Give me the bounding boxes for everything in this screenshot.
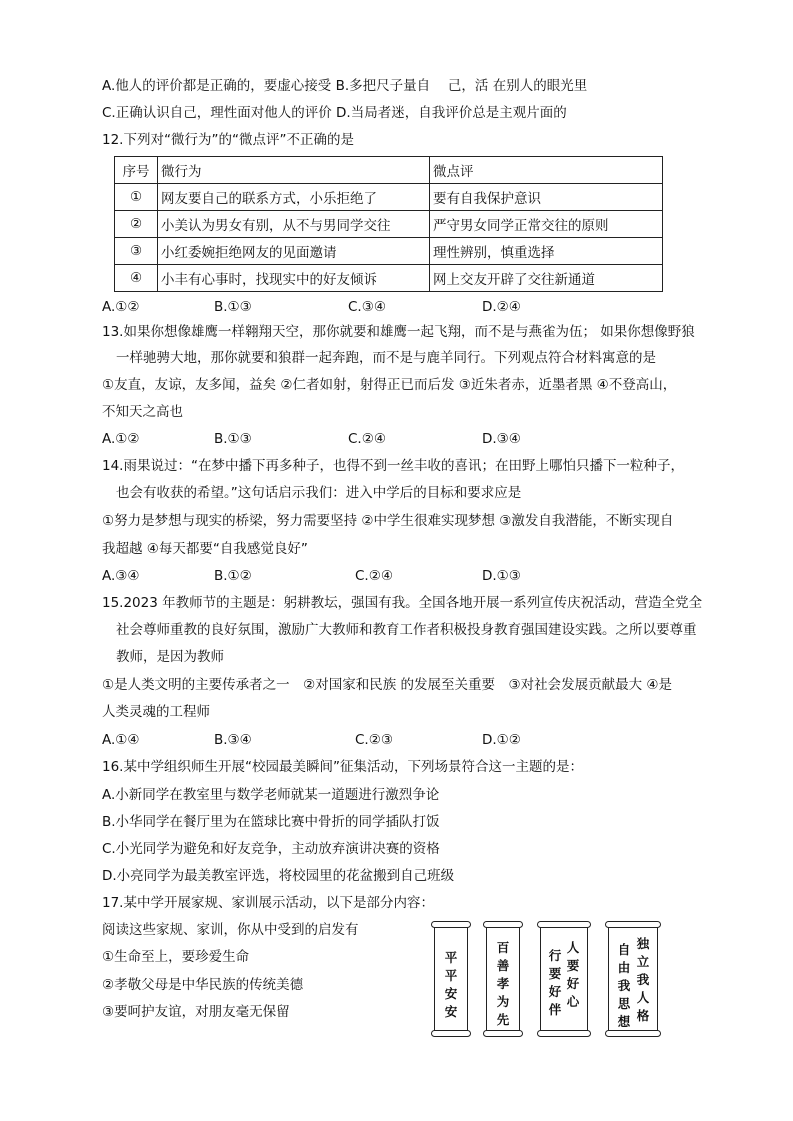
scroll-2-text: 百善孝为先 <box>496 940 510 1027</box>
option-b: B.③④ <box>214 732 252 748</box>
option-d: D.②④ <box>482 299 521 315</box>
q17-item-1: ①生命至上，要珍爱生命 <box>102 949 250 965</box>
scroll-4-right-text: 独立我人格 <box>636 936 650 1023</box>
table-row <box>115 211 663 238</box>
option-c: C.③④ <box>348 299 386 315</box>
scroll-4 <box>608 926 658 1032</box>
q16-option-c: C.小光同学为避免和好友竞争，主动放弃演讲决赛的资格 <box>102 841 440 857</box>
q11-options-ab: A.他人的评价都是正确的，要虚心接受 B.多把尺子量自 己，活 在别人的眼光里 <box>102 78 588 94</box>
option-d: D.③④ <box>482 431 521 447</box>
option-c: C.②④ <box>348 431 386 447</box>
table-cell: ① <box>115 184 158 211</box>
scroll-1-text: 平平安安 <box>444 950 458 1019</box>
scroll-3-right-text: 人要好心 <box>566 940 580 1009</box>
q17-stem: 17.某中学开展家规、家训展示活动，以下是部分内容： <box>102 895 434 911</box>
q12-stem: 12.下列对“微行为”的“微点评”不正确的是 <box>102 132 354 148</box>
table-cell: 网友要自己的联系方式，小乐拒绝了 <box>158 184 430 211</box>
table-row <box>115 265 663 292</box>
option-b: B.①② <box>214 568 252 584</box>
table-header-cell: 序号 <box>115 157 158 184</box>
q13-stem-line2: 一样驰骋大地，那你就要和狼群一起奔跑，而不是与鹿羊同行。下列观点符合材料寓意的是 <box>116 350 656 366</box>
q15-items-line2: 人类灵魂的工程师 <box>102 704 210 720</box>
q16-option-b: B.小华同学在餐厅里为在篮球比赛中骨折的同学插队打饭 <box>102 814 440 830</box>
option-d: D.①③ <box>482 568 521 584</box>
table-row <box>115 184 663 211</box>
q13-stem-line1: 13.如果你想像雄鹰一样翱翔天空，那你就要和雄鹰一起飞翔，而不是与燕雀为伍； 如果你想像野狼 <box>102 324 695 340</box>
q17-item-2: ②孝敬父母是中华民族的传统美德 <box>102 977 304 993</box>
option-c: C.②④ <box>355 568 393 584</box>
q14-stem-line2: 也会有收获的希望。”这句话启示我们：进入中学后的目标和要求应是 <box>116 485 522 501</box>
table-cell: ② <box>115 211 158 238</box>
option-a: A.①④ <box>102 732 140 748</box>
option-a: A.③④ <box>102 568 140 584</box>
q11-options-cd: C.正确认识自己，理性面对他人的评价 D.当局者迷，自我评价总是主观片面的 <box>102 105 567 121</box>
q15-stem-line3: 教师，是因为教师 <box>116 649 224 665</box>
scroll-3-left-text: 行要好伴 <box>548 948 562 1017</box>
table-cell: 小红委婉拒绝网友的见面邀请 <box>158 238 430 265</box>
option-b: B.①③ <box>214 299 252 315</box>
q15-stem-line2: 社会尊师重教的良好氛围，激励广大教师和教育工作者积极投身教育强国建设实践。之所以要尊重 <box>116 622 697 638</box>
option-a: A.①② <box>102 299 140 315</box>
q15-items-line1: ①是人类文明的主要传承者之一 ②对国家和民族 的发展至关重要 ③对社会发展贡献最大 ④是 <box>102 677 672 693</box>
table-cell: 小丰有心事时，找现实中的好友倾诉 <box>158 265 430 292</box>
q14-items-line1: ①努力是梦想与现实的桥梁，努力需要坚持 ②中学生很难实现梦想 ③激发自我潜能，不断实现自 <box>102 513 674 529</box>
q16-option-d: D.小亮同学为最美教室评选，将校园里的花盆搬到自己班级 <box>102 868 455 884</box>
table-cell: ④ <box>115 265 158 292</box>
q17-item-3: ③要呵护友谊，对朋友毫无保留 <box>102 1004 290 1020</box>
q17-prompt: 阅读这些家规、家训，你从中受到的启发有 <box>102 922 359 938</box>
q15-stem-line1: 15.2023 年教师节的主题是：躬耕教坛，强国有我。全国各地开展一系列宣传庆祝活动，营造全党全 <box>102 595 703 611</box>
q14-stem-line1: 14.雨果说过：“在梦中播下再多种子，也得不到一丝丰收的喜讯；在田野上哪怕只播下一粒种子， <box>102 458 684 474</box>
q14-items-line2: 我超越 ④每天都要“自我感觉良好” <box>102 541 308 557</box>
table-cell: 理性辨别，慎重选择 <box>430 238 663 265</box>
table-header-cell: 微行为 <box>158 157 430 184</box>
table-cell: 严守男女同学正常交往的原则 <box>430 211 663 238</box>
family-motto-scrolls <box>428 922 668 1034</box>
table-cell: 网上交友开辟了交往新通道 <box>430 265 663 292</box>
table-cell: 要有自我保护意识 <box>430 184 663 211</box>
q16-option-a: A.小新同学在教室里与数学老师就某一道题进行激烈争论 <box>102 787 440 803</box>
table-header-row <box>115 157 663 184</box>
table-cell: ③ <box>115 238 158 265</box>
table-row <box>115 238 663 265</box>
scroll-1 <box>434 926 468 1032</box>
option-b: B.①③ <box>214 431 252 447</box>
option-a: A.①② <box>102 431 140 447</box>
scroll-4-left-text: 自由我思想 <box>617 942 631 1029</box>
q13-items-line2: 不知天之高也 <box>102 404 183 420</box>
table-header-cell: 微点评 <box>430 157 663 184</box>
q13-items-line1: ①友直，友谅，友多闻，益矣 ②仁者如射，射得正已而后发 ③近朱者赤，近墨者黑 ④不登高山， <box>102 377 677 393</box>
scroll-2 <box>486 926 520 1032</box>
q16-stem: 16.某中学组织师生开展“校园最美瞬间”征集活动，下列场景符合这一主题的是： <box>102 759 583 775</box>
option-d: D.①② <box>482 732 521 748</box>
table-cell: 小美认为男女有别，从不与男同学交往 <box>158 211 430 238</box>
option-c: C.②③ <box>355 732 393 748</box>
q12-table <box>114 156 663 292</box>
scroll-3 <box>540 926 588 1032</box>
